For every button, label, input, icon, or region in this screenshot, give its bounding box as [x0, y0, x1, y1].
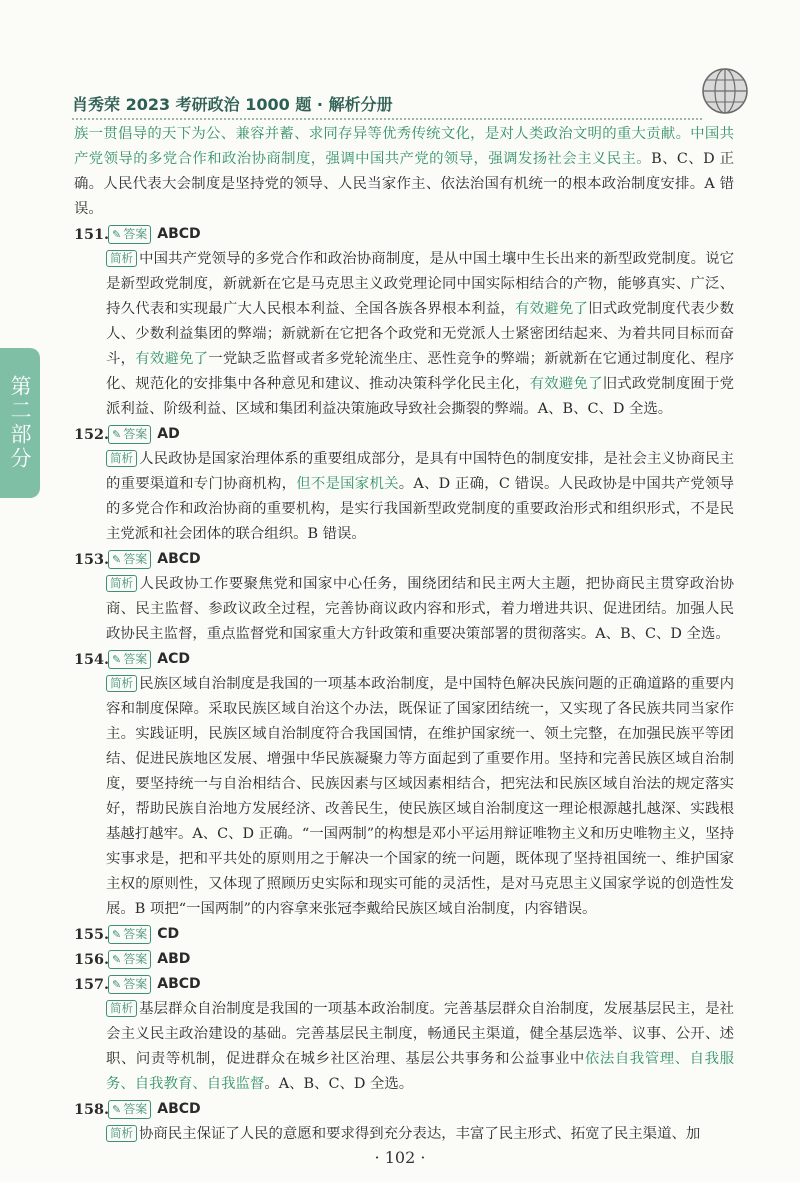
highlight-text: 有效避免了 — [515, 301, 589, 317]
answer-badge — [108, 225, 151, 244]
answer-badge-label: 答案 — [123, 652, 148, 666]
answer-badge-label: 答案 — [123, 1102, 148, 1116]
answer-badge-label: 答案 — [123, 977, 148, 991]
highlight-text: 但不是国家机关 — [296, 476, 399, 492]
pen-icon: ✎ — [112, 1103, 122, 1116]
pen-icon: ✎ — [112, 953, 122, 966]
question-number: 158. — [74, 1101, 110, 1118]
question-number: 156. — [74, 951, 110, 968]
answer-value: ABCD — [157, 976, 201, 992]
analysis-text: 旧式政党制度囿于党派利益、阶级利益、区域和集团利益决策施政导致社会撕裂的弊端。A、B、C、D 全选。 — [106, 376, 734, 417]
pen-icon: ✎ — [112, 978, 122, 991]
answer-badge-label: 答案 — [123, 952, 148, 966]
analysis-153 — [74, 572, 734, 647]
answer-156 — [74, 947, 734, 972]
section-side-tab-label: 第二部分 — [8, 375, 32, 471]
analysis-text: 基层群众自治制度是我国的一项基本政治制度。完善基层群众自治制度，发展基层民主，是社会主义民主政治建设的基础。完善基层民主制度，畅通民主渠道，健全基层选举、议事、公开、述职、问责等机制，促进群众在城乡社区治理、基层公共事务和公益事业中 — [106, 1001, 734, 1067]
running-header: 肖秀荣 2023 考研政治 1000 题 · 解析分册 — [72, 95, 393, 114]
analysis-badge: 简析 — [106, 575, 137, 592]
question-number: 153. — [74, 551, 110, 568]
answer-badge — [108, 1100, 151, 1119]
answer-value: ABCD — [157, 1101, 201, 1117]
analysis-151 — [74, 247, 734, 422]
answer-badge-label: 答案 — [123, 552, 148, 566]
answer-153 — [74, 547, 734, 572]
answer-badge-label: 答案 — [123, 427, 148, 441]
analysis-text: 协商民主保证了人民的意愿和要求得到充分表达，丰富了民主形式、拓宽了民主渠道、加 — [139, 1126, 701, 1142]
header-divider — [72, 118, 702, 120]
answer-value: ABCD — [157, 226, 201, 242]
analysis-badge: 简析 — [106, 1000, 137, 1017]
page-content — [74, 122, 734, 1147]
continued-paragraph — [74, 122, 734, 222]
analysis-badge: 简析 — [106, 450, 137, 467]
pen-icon: ✎ — [112, 228, 122, 241]
analysis-text: 。A、B、C、D 全选。 — [264, 1076, 414, 1092]
analysis-152 — [74, 447, 734, 547]
question-number: 152. — [74, 426, 110, 443]
analysis-text: 。A、D 正确，C 错误。人民政协是中国共产党领导的多党合作和政治协商的重要机构，是实行我国新型政党制度的重要政治形式和组织形式，不是民主党派和社会团体的联合组织。B 错误。 — [106, 476, 734, 542]
pen-icon: ✎ — [112, 653, 122, 666]
globe-icon — [700, 66, 750, 116]
answer-badge — [108, 550, 151, 569]
pen-icon: ✎ — [112, 553, 122, 566]
answer-151 — [74, 222, 734, 247]
answer-value: CD — [157, 926, 180, 942]
analysis-text: 人民政协工作要聚焦党和国家中心任务，围绕团结和民主两大主题，把协商民主贯穿政治协商、民主监督、参政议政全过程，完善协商议政内容和形式，着力增进共识、促进团结。加强人民政协民主监督，重点监督党和国家重大方针政策和重要决策部署的贯彻落实。A、B、C、D 全选。 — [106, 576, 734, 642]
answer-154 — [74, 647, 734, 672]
highlight-text: 有效避免了 — [529, 376, 603, 392]
section-side-tab — [0, 348, 40, 498]
pen-icon: ✎ — [112, 928, 122, 941]
answer-value: ABD — [157, 951, 191, 967]
analysis-badge: 简析 — [106, 675, 137, 692]
answer-badge-label: 答案 — [123, 927, 148, 941]
answer-157 — [74, 972, 734, 997]
answer-badge — [108, 950, 151, 969]
answer-158 — [74, 1097, 734, 1122]
pen-icon: ✎ — [112, 428, 122, 441]
answer-152 — [74, 422, 734, 447]
analysis-154 — [74, 672, 734, 922]
highlight-text: 族一贯倡导的天下为公、兼容并蓄、求同存异等优秀传统文化，是对人类政治文明的重大贡献。中国共产党领导的多党合作和政治协商制度，强调中国共产党的领导，强调发扬社会主义民主。 — [74, 126, 734, 167]
answer-badge — [108, 975, 151, 994]
question-number: 157. — [74, 976, 110, 993]
analysis-badge: 简析 — [106, 250, 137, 267]
analysis-text: 人民政协是国家治理体系的重要组成部分，是具有中国特色的制度安排，是社会主义协商民主的重要渠道和专门协商机构， — [106, 451, 734, 492]
highlight-text: 有效避免了 — [135, 351, 209, 367]
analysis-text: 一党缺乏监督或者多党轮流坐庄、恶性竞争的弊端；新就新在它通过制度化、程序化、规范化的安排集中各种意见和建议、推动决策科学化民主化， — [106, 351, 734, 392]
analysis-text: 旧式政党制度代表少数人、少数利益集团的弊端；新就新在它把各个政党和无党派人士紧密团结起来、为着共同目标而奋斗， — [106, 301, 734, 367]
analysis-158 — [74, 1122, 734, 1147]
answer-value: ABCD — [157, 551, 201, 567]
paragraph-text: B、C、D 正确。人民代表大会制度是坚持党的领导、人民当家作主、依法治国有机统一的根本政治制度安排。A 错误。 — [74, 151, 734, 217]
analysis-badge: 简析 — [106, 1125, 137, 1142]
answer-155 — [74, 922, 734, 947]
highlight-text: 依法自我管理、自我服务、自我教育、自我监督 — [106, 1051, 734, 1092]
analysis-157 — [74, 997, 734, 1097]
question-number: 155. — [74, 926, 110, 943]
analysis-text: 中国共产党领导的多党合作和政治协商制度，是从中国土壤中生长出来的新型政党制度。说它是新型政党制度，新就新在它是马克思主义政党理论同中国实际相结合的产物，能够真实、广泛、持久代表和实现最广大人民根本利益、全国各族各界根本利益， — [106, 251, 734, 317]
question-number: 151. — [74, 226, 110, 243]
answer-badge — [108, 650, 151, 669]
answer-badge — [108, 425, 151, 444]
answer-badge — [108, 925, 151, 944]
page-number: · 102 · — [374, 1148, 426, 1167]
answer-value: AD — [157, 426, 180, 442]
question-number: 154. — [74, 651, 110, 668]
answer-badge-label: 答案 — [123, 227, 148, 241]
analysis-text: 民族区域自治制度是我国的一项基本政治制度，是中国特色解决民族问题的正确道路的重要内容和制度保障。采取民族区域自治这个办法，既保证了国家团结统一，又实现了各民族共同当家作主。实践证明，民族区域自治制度符合我国国情，在维护国家统一、领土完整，在加强民族平等团结、促进民族地区发展、增强中华民族凝聚力等方面起到了重要作用。坚持和完善民族区域自治制度，要坚持统一与自治相结合、民族因素与区域因素相结合，把宪法和民族区域自治法的规定落实好，帮助民族自治地方发展经济、改善民生，使民族区域自治制度这一理论根源越扎越深、实践根基越打越牢。A、C、D 正确。“一国两制”的构想是邓小平运用辩证唯物主义和历史唯物主义，坚持实事求是，把和平共处的原则用之于解决一个国家的统一问题，既体现了坚持祖国统一、维护国家主权的原则性，又体现了照顾历史实际和现实可能的灵活性，是对马克思主义国家学说的创造性发展。B 项把“一国两制”的内容拿来张冠李戴给民族区域自治制度，内容错误。 — [106, 676, 734, 917]
answer-value: ACD — [157, 651, 190, 667]
